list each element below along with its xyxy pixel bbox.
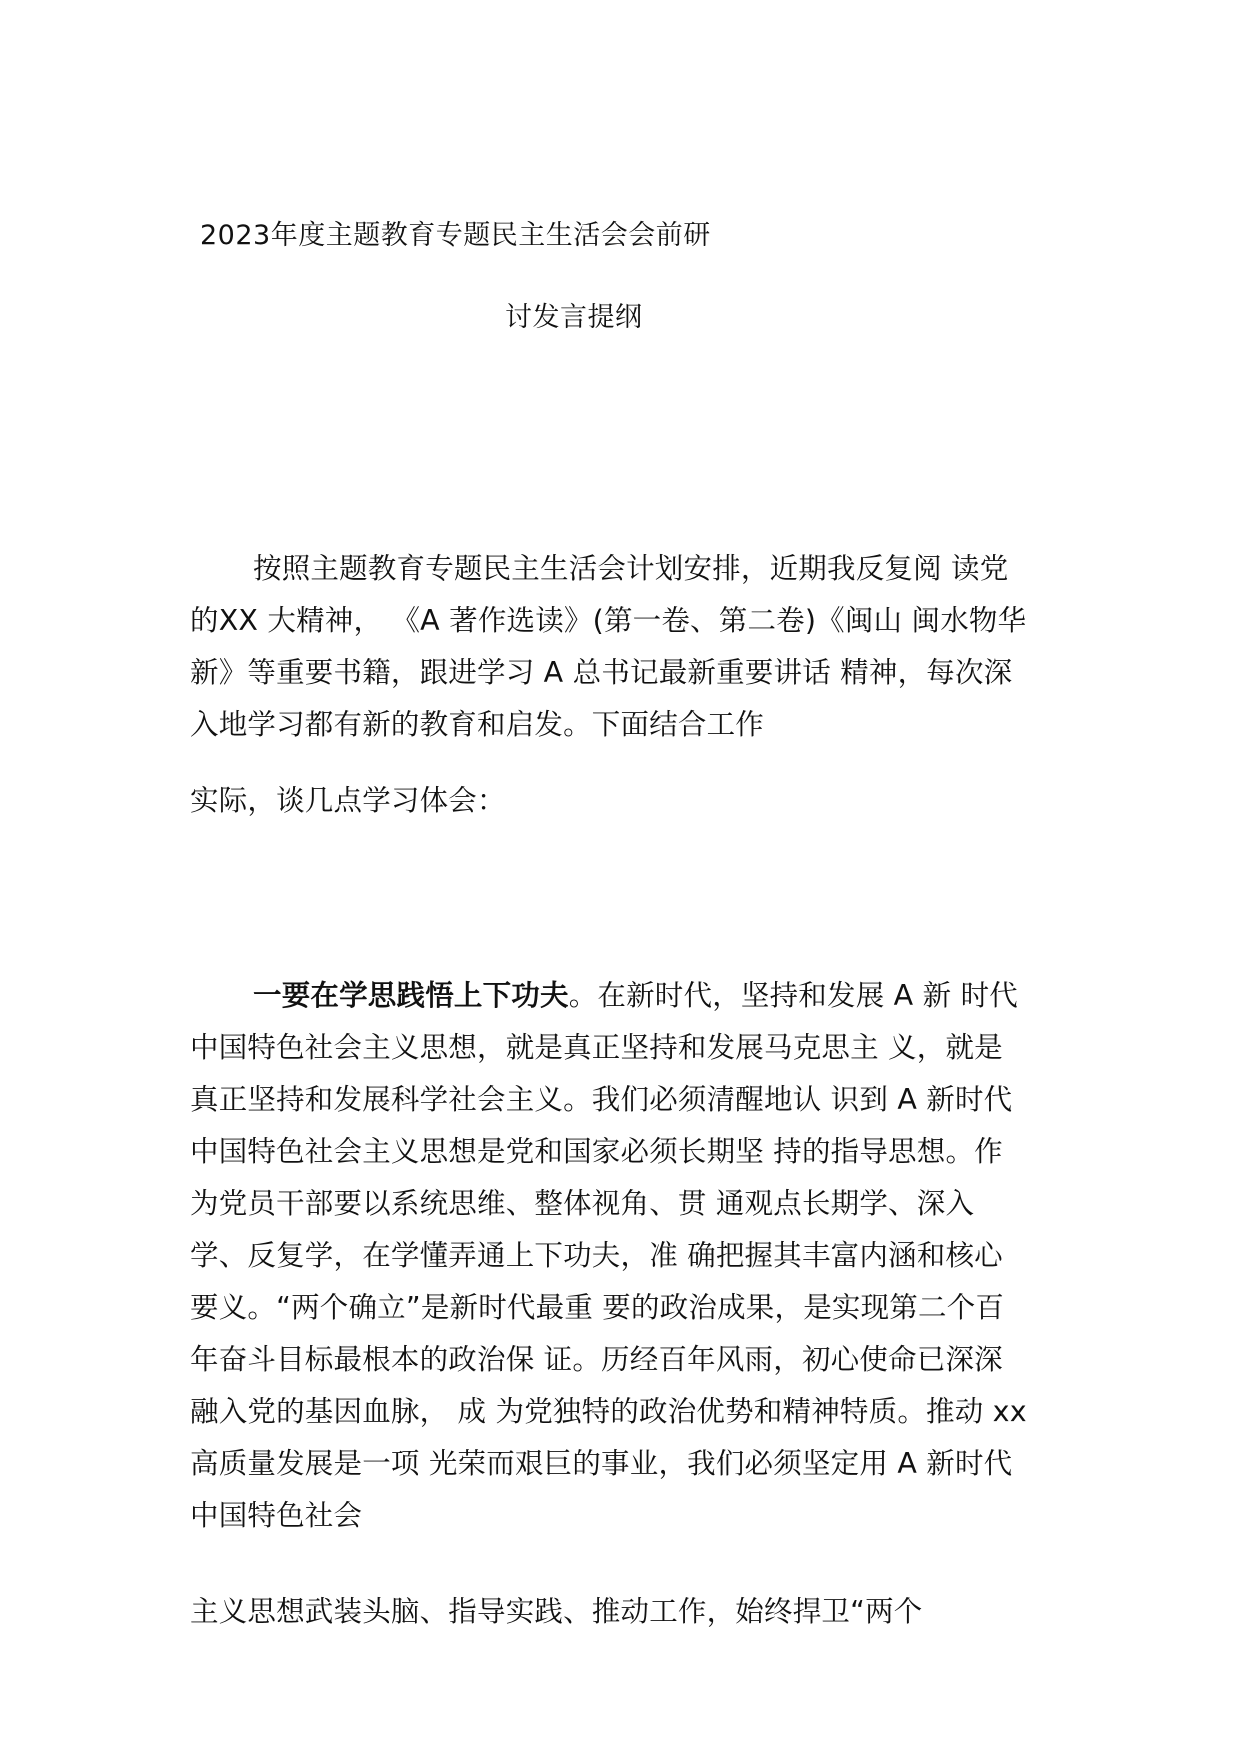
text-line: 新》等重要书籍，跟进学习 A 总书记最新重要讲话 精神，每次深 (190, 656, 1013, 689)
section-one-paragraph (190, 970, 1050, 1542)
text-line: 按照主题教育专题民主生活会计划安排，近期我反复阅 读党 (253, 552, 1009, 585)
text-line: 真正坚持和发展科学社会主义。我们必须清醒地认 识到 A 新时代 (190, 1083, 1013, 1116)
document-title-line-1: 2023年度主题教育专题民主生活会会前研 (200, 220, 711, 251)
text-line: 融入党的基因血脉， 成 为党独特的政治优势和精神特质。推动 xx (190, 1395, 1027, 1428)
text-line: 中国特色社会主义思想，就是真正坚持和发展马克思主 义，就是 (190, 1031, 1003, 1064)
text-line: 学、反复学，在学懂弄通上下功夫，准 确把握其丰富内涵和核心 (190, 1239, 1003, 1272)
document-title-line-2: 讨发言提纲 (505, 302, 643, 333)
continuation-paragraph (190, 1586, 1050, 1638)
text-line: 的XX 大精神， 《A 著作选读》(第一卷、第二卷)《闽山 闽水物华 (190, 604, 1027, 637)
intro-paragraph-continuation (190, 775, 1050, 827)
text-line: 中国特色社会主义思想是党和国家必须长期坚 持的指导思想。作 (190, 1135, 1003, 1168)
text-line: 入地学习都有新的教育和启发。下面结合工作 (190, 708, 765, 741)
text-line: 中国特色社会 (190, 1499, 363, 1532)
text-line (190, 970, 1050, 1022)
text-line: 要义。“两个确立”是新时代最重 要的政治成果，是实现第二个百 (190, 1291, 1005, 1324)
intro-paragraph (190, 543, 1050, 751)
text-line: 为党员干部要以系统思维、整体视角、贯 通观点长期学、深入 (190, 1187, 975, 1220)
text-line: 年奋斗目标最根本的政治保 证。历经百年风雨，初心使命已深深 (190, 1343, 1003, 1376)
text-span: 。在新时代，坚持和发展 A 新 时代 (568, 979, 1018, 1012)
section-one-heading: 一要在学思践悟上下功夫 (253, 979, 569, 1012)
text-line: 实际，谈几点学习体会： (190, 784, 506, 817)
text-line: 高质量发展是一项 光荣而艰巨的事业，我们必须坚定用 A 新时代 (190, 1447, 1013, 1480)
text-line: 主义思想武装头脑、指导实践、推动工作，始终捍卫“两个 (190, 1595, 923, 1628)
